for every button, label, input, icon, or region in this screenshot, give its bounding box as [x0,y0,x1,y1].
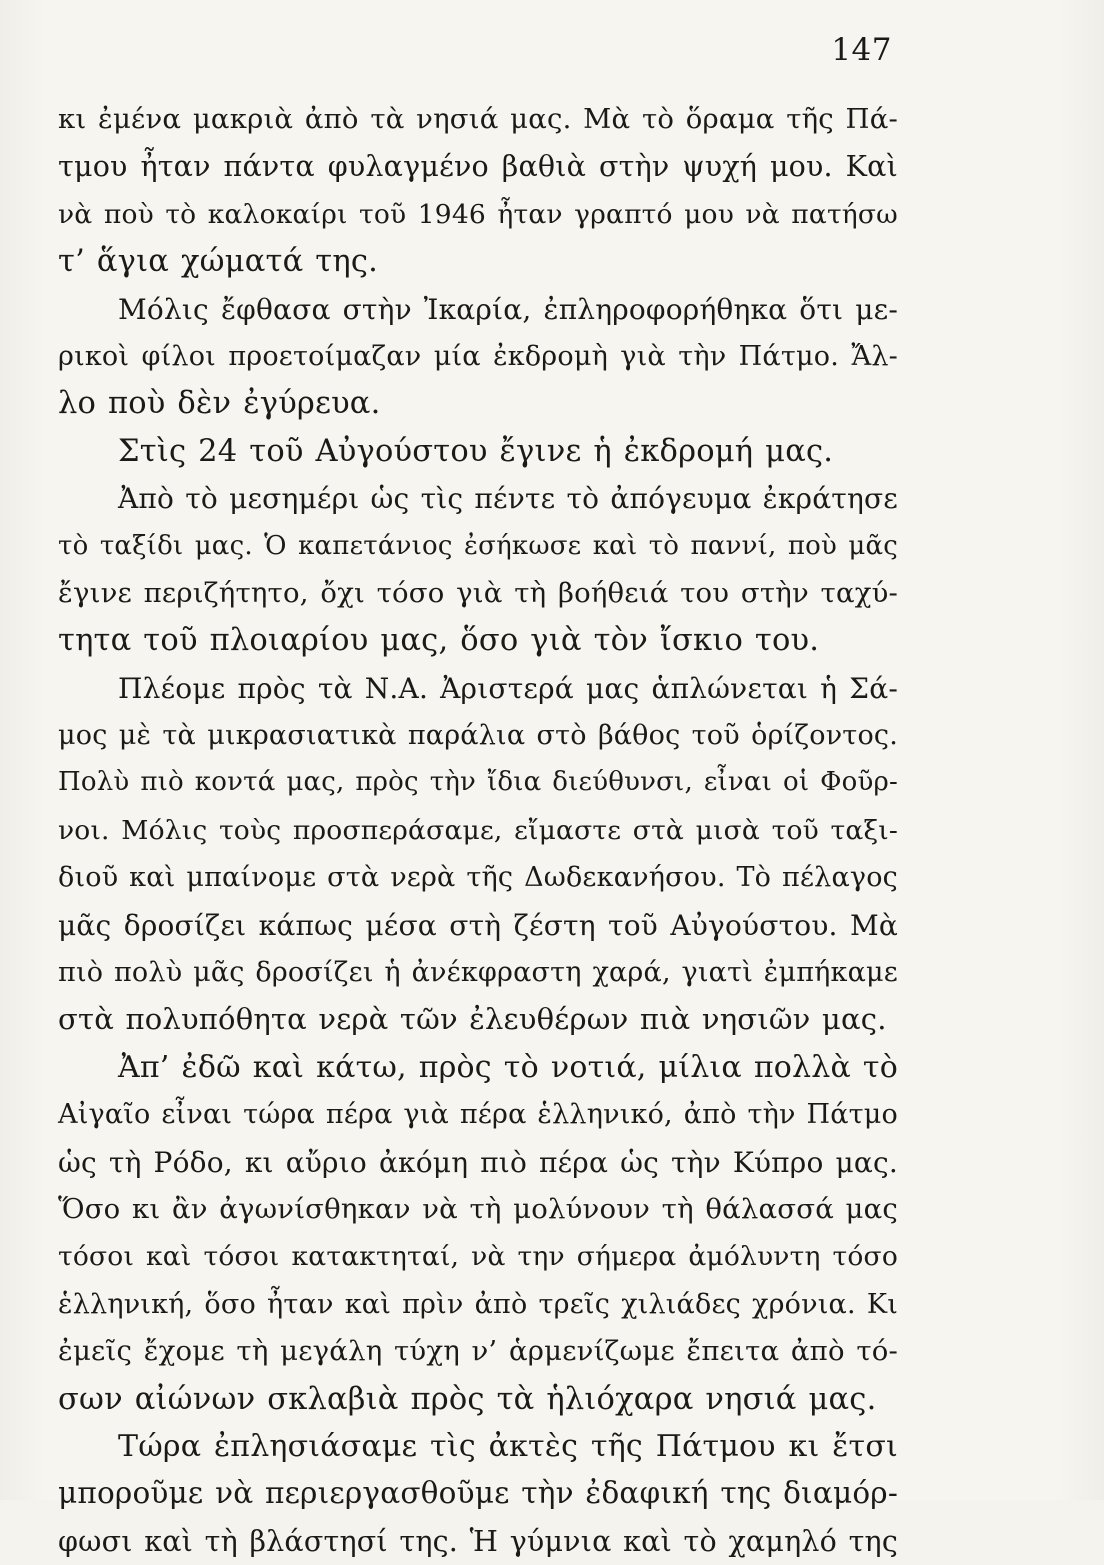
text-line: Μόλις ἔφθασα στὴν Ἰκαρία, ἐπληροφορήθηκα ὅτι με- [118,292,898,326]
text-line: κι ἐμένα μακριὰ ἀπὸ τὰ νησιά μας. Μὰ τὸ ὅραμα τῆς Πά- [58,103,898,135]
text-line: σων αἰώνων σκλαβιὰ πρὸς τὰ ἡλιόχαρα νησιά μας. [58,1381,877,1417]
text-line: τ’ ἅγια χώματά της. [58,244,378,280]
text-line: τόσοι καὶ τόσοι κατακτηταί, νὰ την σήμερα ἀμόλυντη τόσο [58,1241,898,1273]
text-line: Στὶς 24 τοῦ Αὐγούστου ἔγινε ἡ ἐκδρομή μας. [118,433,834,469]
text-line: φωσι καὶ τὴ βλάστησί της. Ἡ γύμνια καὶ τὸ χαμηλό της [58,1524,898,1558]
text-line: νοι. Μόλις τοὺς προσπεράσαμε, εἴμαστε στὰ μισὰ τοῦ ταξι- [58,814,898,846]
text-line: πιὸ πολὺ μᾶς δροσίζει ἡ ἀνέκφραστη χαρά, γιατὶ ἐμπήκαμε [58,957,898,989]
page-number: 147 [831,32,892,68]
text-line: διοῦ καὶ μπαίνομε στὰ νερὰ τῆς Δωδεκανήσου. Τὸ πέλαγος [58,862,898,894]
text-line: Τώρα ἐπλησιάσαμε τὶς ἀκτὲς τῆς Πάτμου κι ἔτσι [118,1428,898,1464]
text-line: μος μὲ τὰ μικρασιατικὰ παράλια στὸ βάθος τοῦ ὁρίζοντος. [58,720,898,752]
text-line: Ἀπὸ τὸ μεσημέρι ὡς τὶς πέντε τὸ ἀπόγευμα ἐκράτησε [118,482,898,516]
text-line: μποροῦμε νὰ περιεργασθοῦμε τὴν ἐδαφική της διαμόρ- [58,1476,898,1511]
text-line: Αἰγαῖο εἶναι τώρα πέρα γιὰ πέρα ἑλληνικό, ἀπὸ τὴν Πάτμο [58,1099,898,1131]
text-line: τητα τοῦ πλοιαρίου μας, ὅσο γιὰ τὸν ἴσκιο του. [58,623,820,659]
text-line: μᾶς δροσίζει κάπως μέσα στὴ ζέστη τοῦ Αὐγούστου. Μὰ [58,908,898,942]
text-line: Πλέομε πρὸς τὰ Ν.Α. Ἀριστερά μας ἁπλώνεται ἡ Σά- [118,671,898,705]
text-line: νὰ ποὺ τὸ καλοκαίρι τοῦ 1946 ἦταν γραπτό μου νὰ πατήσω [58,198,898,230]
text-line: ἑλληνική, ὅσο ἦταν καὶ πρὶν ἀπὸ τρεῖς χιλιάδες χρόνια. Κι [58,1288,898,1320]
text-line: τὸ ταξίδι μας. Ὁ καπετάνιος ἐσήκωσε καὶ τὸ παννί, ποὺ μᾶς [58,530,898,561]
text-line: ρικοὶ φίλοι προετοίμαζαν μία ἐκδρομὴ γιὰ τὴν Πάτμο. Ἄλ- [58,340,898,372]
text-line: τμου ἦταν πάντα φυλαγμένο βαθιὰ στὴν ψυχή μου. Καὶ [58,150,898,184]
text-line: ὡς τὴ Ρόδο, κι αὔριο ἀκόμη πιὸ πέρα ὡς τὴν Κύπρο μας. [58,1145,898,1179]
body-text [58,96,898,1565]
text-line: στὰ πολυπόθητα νερὰ τῶν ἐλευθέρων πιὰ νησιῶν μας. [58,1002,887,1037]
text-line: ἔγινε περιζήτητο, ὄχι τόσο γιὰ τὴ βοήθειά του στὴν ταχύ- [58,576,898,609]
text-line: λο ποὺ δὲν ἐγύρευα. [58,386,381,422]
text-line: ἐμεῖς ἔχομε τὴ μεγάλη τύχη ν’ ἁρμενίζωμε ἔπειτα ἀπὸ τό- [58,1335,898,1368]
text-line: Πολὺ πιὸ κοντά μας, πρὸς τὴν ἴδια διεύθυνσι, εἶναι οἱ Φοῦρ- [58,767,898,798]
text-line: Ὅσο κι ἂν ἀγωνίσθηκαν νὰ τὴ μολύνουν τὴ θάλασσά μας [58,1192,898,1225]
text-line: Ἀπ’ ἐδῶ καὶ κάτω, πρὸς τὸ νοτιά, μίλια πολλὰ τὸ [118,1049,898,1085]
